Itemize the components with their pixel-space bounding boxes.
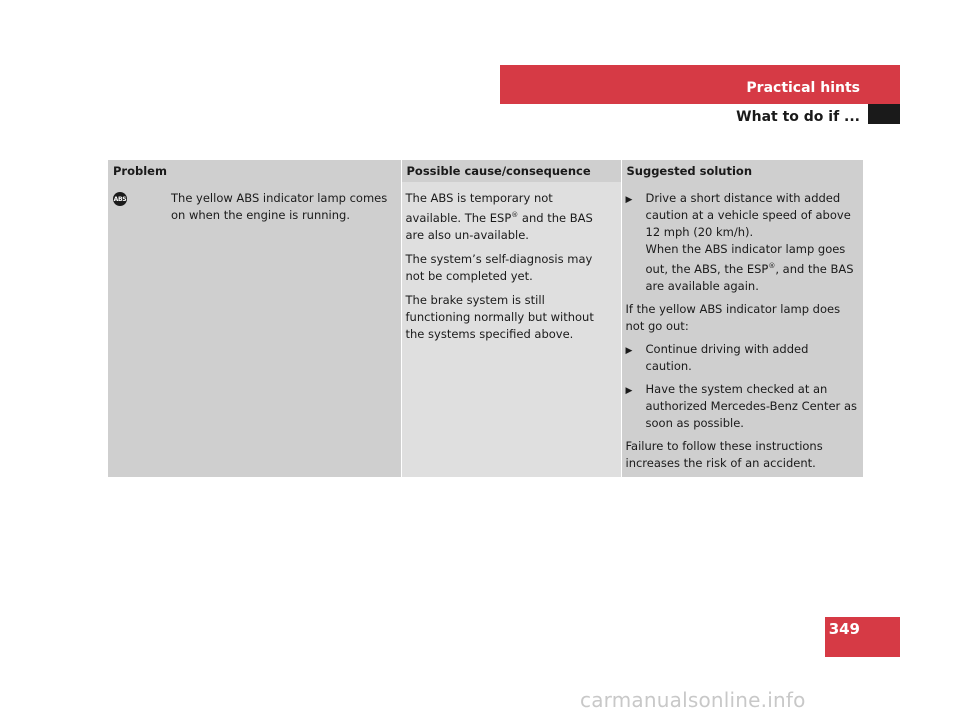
step-3-text: Have the system checked at an authorized Mercedes-Benz Center as soon as possible. [645,381,857,430]
arrow-right-icon [626,341,646,375]
solution-step-2 [626,341,858,375]
page-number: 349 [828,620,860,638]
step-1-text: Drive a short distance with added caution at a vehicle speed of above 12 mph (20 km/h). [645,191,851,239]
solution-cell [621,182,863,477]
step-2-text: Continue driving with added caution. [645,341,809,373]
cause-cell [401,182,621,477]
arrow-right-icon [626,381,646,432]
troubleshooting-table [108,160,863,477]
solution-step-3 [626,381,858,432]
solution-note-1: If the yellow ABS indicator lamp does not go out: [625,301,841,333]
cause-paragraph-3: The brake system is still functioning normally but without the systems specified above. [405,292,594,341]
problem-text: The yellow ABS indicator lamp comes on when the engine is running. [171,191,388,222]
step-1-followup: When the ABS indicator lamp goes out, the ABS, the ESP®, and the BAS are available again. [645,242,854,293]
problem-cell [108,182,401,477]
table-row [108,182,863,477]
table-header-row [108,160,863,182]
arrow-right-icon [626,190,646,295]
solution-step-1 [626,190,858,295]
solution-note-2: Failure to follow these instructions increases the risk of an accident. [625,438,823,470]
header-cause: Possible cause/consequence [401,160,621,182]
section-title: Practical hints [746,80,860,96]
cause-paragraph-2: The system’s self-diagnosis may not be completed yet. [405,251,593,283]
header-problem: Problem [108,160,401,182]
cause-paragraph-1: The ABS is temporary not available. The ESP® and the BAS are also un-available. [405,191,593,242]
black-tab-marker [868,104,900,124]
subsection-title: What to do if ... [736,109,860,125]
header-solution: Suggested solution [621,160,863,182]
watermark: carmanualsonline.info [580,688,806,712]
abs-warning-icon: ABS [113,192,127,206]
